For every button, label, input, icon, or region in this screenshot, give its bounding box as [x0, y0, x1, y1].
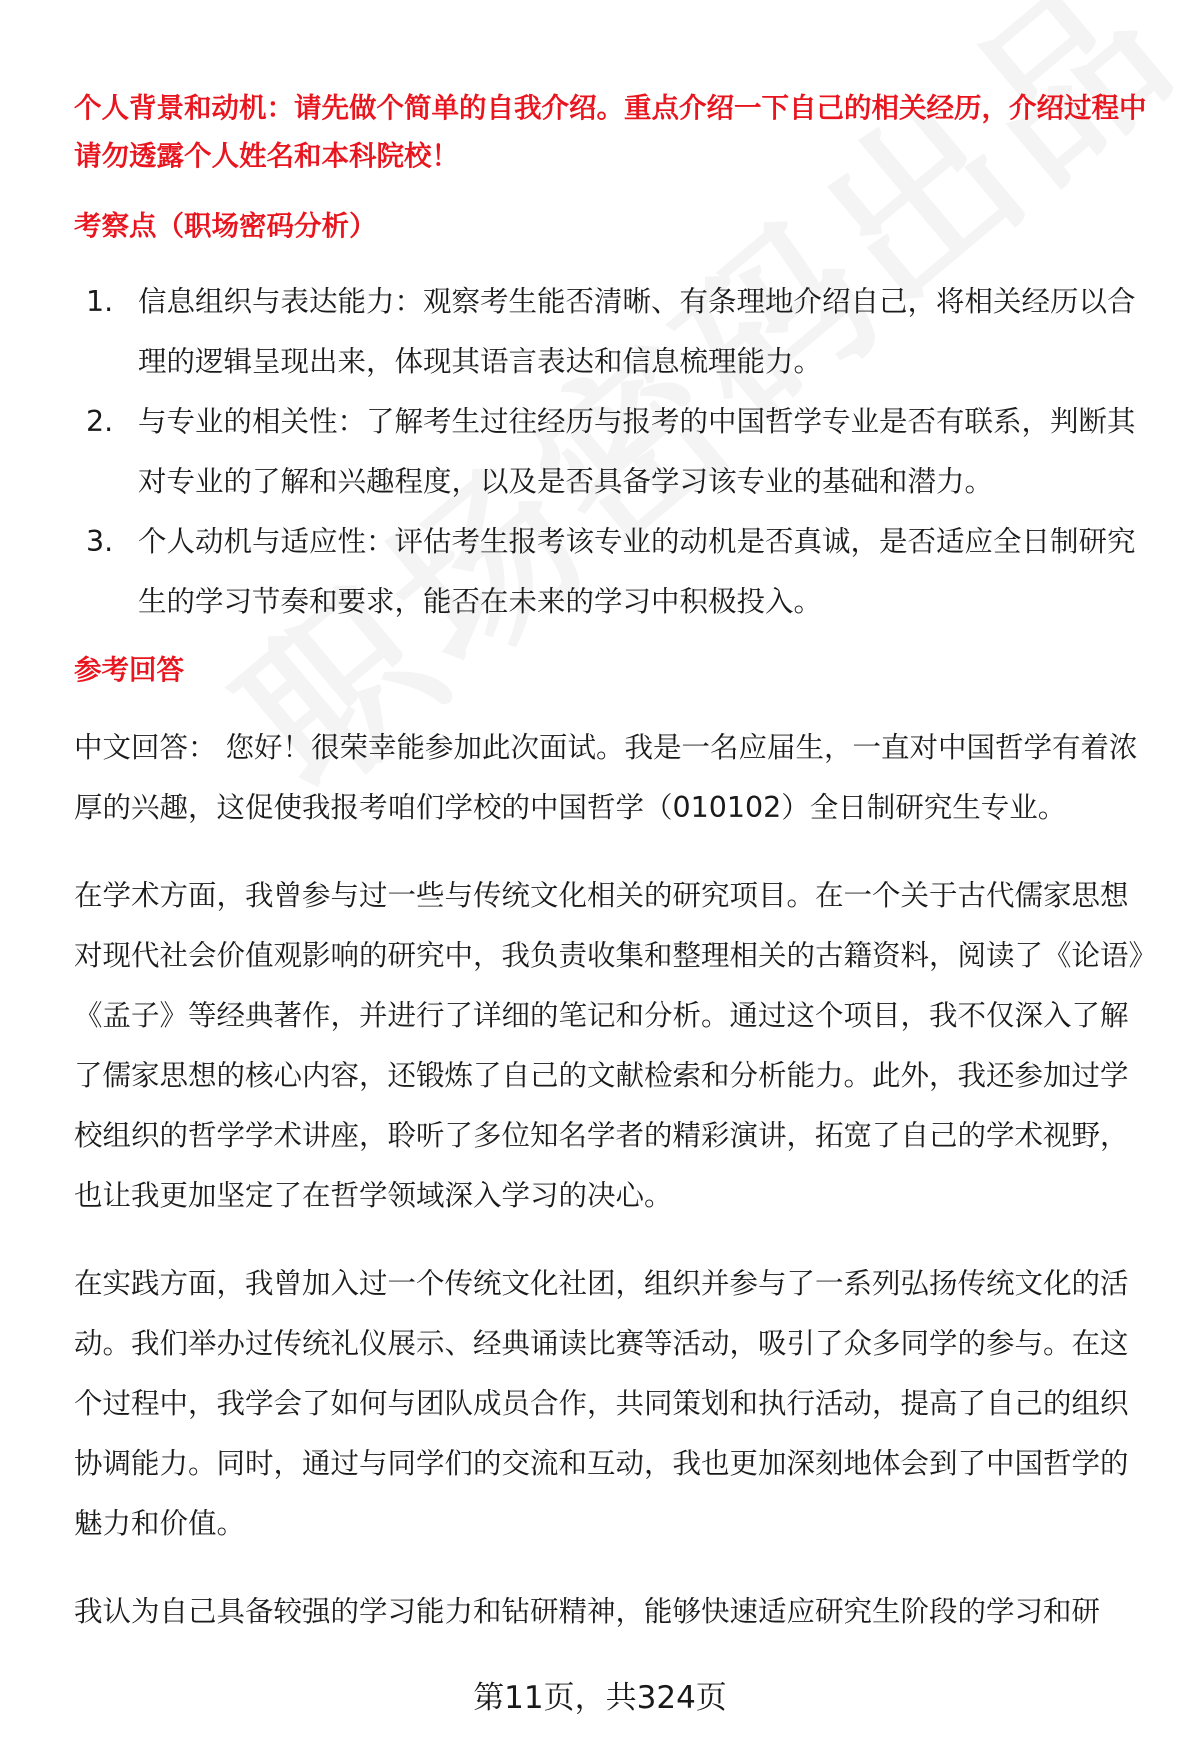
answer-paragraph: 中文回答： 您好！很荣幸能参加此次面试。我是一名应届生，一直对中国哲学有着浓厚的兴趣，这促使我报考咱们学校的中国哲学（010102）全日制研究生专业。	[74, 731, 1138, 824]
answer-section-title: 参考回答	[74, 654, 184, 686]
focus-point	[74, 512, 1154, 632]
focus-points-list	[74, 272, 1154, 632]
focus-point-number: 3.	[86, 525, 114, 558]
question-heading: 个人背景和动机：请先做个简单的自我介绍。重点介绍一下自己的相关经历，介绍过程中请勿透露个人姓名和本科院校！	[74, 92, 1147, 172]
focus-point-number: 1.	[86, 285, 114, 318]
answer-paragraph: 在实践方面，我曾加入过一个传统文化社团，组织并参与了一系列弘扬传统文化的活动。我们举办过传统礼仪展示、经典诵读比赛等活动，吸引了众多同学的参与。在这个过程中，我学会了如何与团队成员合作，共同策划和执行活动，提高了自己的组织协调能力。同时，通过与同学们的交流和互动，我也更加深刻地体会到了中国哲学的魅力和价值。	[74, 1267, 1129, 1540]
focus-section-title: 考察点（职场密码分析）	[74, 210, 377, 242]
answer-paragraph: 在学术方面，我曾参与过一些与传统文化相关的研究项目。在一个关于古代儒家思想对现代社会价值观影响的研究中，我负责收集和整理相关的古籍资料，阅读了《论语》《孟子》等经典著作，并进行了详细的笔记和分析。通过这个项目，我不仅深入了解了儒家思想的核心内容，还锻炼了自己的文献检索和分析能力。此外，我还参加过学校组织的哲学学术讲座，聆听了多位知名学者的精彩演讲，拓宽了自己的学术视野，也让我更加坚定了在哲学领域深入学习的决心。	[74, 879, 1143, 1212]
focus-point-number: 2.	[86, 405, 114, 438]
focus-point-text: 信息组织与表达能力：观察考生能否清晰、有条理地介绍自己，将相关经历以合理的逻辑呈现出来，体现其语言表达和信息梳理能力。	[138, 285, 1136, 378]
focus-point-text: 与专业的相关性：了解考生过往经历与报考的中国哲学专业是否有联系，判断其对专业的了解和兴趣程度，以及是否具备学习该专业的基础和潜力。	[138, 405, 1136, 498]
focus-point-text: 个人动机与适应性：评估考生报考该专业的动机是否真诚，是否适应全日制研究生的学习节奏和要求，能否在未来的学习中积极投入。	[138, 525, 1136, 618]
answer-paragraph: 我认为自己具备较强的学习能力和钻研精神，能够快速适应研究生阶段的学习和研	[74, 1595, 1101, 1628]
focus-point	[74, 272, 1154, 392]
page-number-footer: 第11页，共324页	[473, 1680, 727, 1716]
document-body	[74, 84, 1154, 1670]
focus-point	[74, 392, 1154, 512]
